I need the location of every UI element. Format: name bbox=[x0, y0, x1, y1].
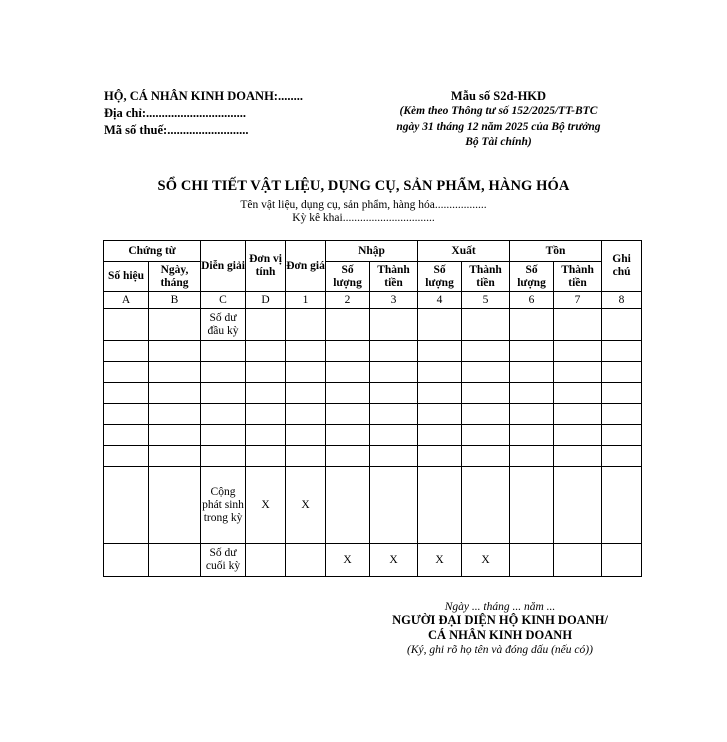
cell-nhap-so-luong[interactable] bbox=[326, 309, 370, 341]
cell-nhap-thanh-tien[interactable]: X bbox=[370, 544, 418, 577]
signature-note: (Ký, ghi rõ họ tên và đóng dấu (nếu có)) bbox=[407, 644, 593, 656]
cell-so-hieu[interactable] bbox=[104, 309, 149, 341]
cell-dien-giai[interactable]: Số dư đầu kỳ bbox=[201, 309, 246, 341]
table-row[interactable] bbox=[104, 309, 642, 341]
cell-ngay-thang[interactable] bbox=[149, 425, 201, 446]
cell-ngay-thang[interactable] bbox=[149, 309, 201, 341]
cell-don-gia[interactable] bbox=[286, 544, 326, 577]
cell-don-gia[interactable] bbox=[286, 404, 326, 425]
circular-line-3: Bộ Tài chính) bbox=[465, 136, 532, 148]
cell-ton-so-luong[interactable] bbox=[510, 383, 554, 404]
cell-ton-so-luong[interactable] bbox=[510, 362, 554, 383]
cell-don-gia[interactable] bbox=[286, 425, 326, 446]
table-row[interactable] bbox=[104, 404, 642, 425]
cell-ton-so-luong[interactable] bbox=[510, 309, 554, 341]
cell-don-gia[interactable] bbox=[286, 362, 326, 383]
table-group-header-row bbox=[104, 241, 642, 262]
th-dien-giai: Diễn giải bbox=[201, 241, 246, 292]
index-cell: 6 bbox=[510, 292, 554, 309]
cell-don-vi-tinh[interactable] bbox=[246, 362, 286, 383]
table-row[interactable] bbox=[104, 446, 642, 467]
cell-ghi-chu[interactable] bbox=[602, 309, 642, 341]
th-so-hieu: Số hiệu bbox=[104, 262, 149, 292]
cell-xuat-so-luong[interactable]: X bbox=[418, 544, 462, 577]
cell-ton-so-luong[interactable] bbox=[510, 341, 554, 362]
cell-nhap-so-luong[interactable] bbox=[326, 467, 370, 544]
cell-ngay-thang[interactable] bbox=[149, 341, 201, 362]
cell-xuat-thanh-tien[interactable]: X bbox=[462, 544, 510, 577]
form-number: Mẫu số S2đ-HKD bbox=[450, 89, 547, 103]
index-cell: A bbox=[104, 292, 149, 309]
cell-nhap-so-luong[interactable] bbox=[326, 446, 370, 467]
cell-don-gia[interactable] bbox=[286, 309, 326, 341]
cell-xuat-so-luong[interactable] bbox=[418, 467, 462, 544]
th-xuat-thanh-tien: Thành tiền bbox=[462, 262, 510, 292]
cell-nhap-thanh-tien[interactable] bbox=[370, 404, 418, 425]
cell-so-hieu[interactable] bbox=[104, 446, 149, 467]
cell-nhap-so-luong[interactable] bbox=[326, 383, 370, 404]
cell-ngay-thang[interactable] bbox=[149, 362, 201, 383]
table-index-row bbox=[104, 292, 642, 309]
cell-ton-thanh-tien[interactable] bbox=[554, 404, 602, 425]
cell-ghi-chu[interactable] bbox=[602, 383, 642, 404]
index-cell: 7 bbox=[554, 292, 602, 309]
index-cell: B bbox=[149, 292, 201, 309]
th-nhap: Nhập bbox=[326, 241, 418, 262]
cell-nhap-so-luong[interactable]: X bbox=[326, 544, 370, 577]
cell-don-vi-tinh[interactable] bbox=[246, 309, 286, 341]
th-chung-tu: Chứng từ bbox=[104, 241, 201, 262]
th-nhap-so-luong: Số lượng bbox=[326, 262, 370, 292]
cell-don-vi-tinh[interactable] bbox=[246, 404, 286, 425]
cell-ghi-chu[interactable] bbox=[602, 446, 642, 467]
cell-dien-giai[interactable] bbox=[201, 341, 246, 362]
th-ghi-chu: Ghi chú bbox=[602, 241, 642, 292]
index-cell: 4 bbox=[418, 292, 462, 309]
cell-so-hieu[interactable] bbox=[104, 467, 149, 544]
th-don-vi-tinh: Đơn vị tính bbox=[246, 241, 286, 292]
cell-ngay-thang[interactable] bbox=[149, 544, 201, 577]
cell-nhap-thanh-tien[interactable] bbox=[370, 309, 418, 341]
cell-dien-giai[interactable] bbox=[201, 446, 246, 467]
ledger-table-body bbox=[104, 309, 642, 577]
cell-so-hieu[interactable] bbox=[104, 383, 149, 404]
form-reference-block bbox=[371, 88, 626, 151]
cell-dien-giai[interactable]: Cộng phát sinh trong kỳ bbox=[201, 467, 246, 544]
cell-don-vi-tinh[interactable] bbox=[246, 341, 286, 362]
cell-xuat-so-luong[interactable] bbox=[418, 446, 462, 467]
cell-nhap-thanh-tien[interactable] bbox=[370, 446, 418, 467]
cell-nhap-thanh-tien[interactable] bbox=[370, 425, 418, 446]
cell-dien-giai[interactable] bbox=[201, 383, 246, 404]
cell-nhap-so-luong[interactable] bbox=[326, 425, 370, 446]
cell-ton-thanh-tien[interactable] bbox=[554, 309, 602, 341]
circular-line-1: (Kèm theo Thông tư số 152/2025/TT-BTC bbox=[399, 105, 598, 117]
cell-dien-giai[interactable] bbox=[201, 362, 246, 383]
cell-dien-giai[interactable] bbox=[201, 404, 246, 425]
cell-xuat-so-luong[interactable] bbox=[418, 404, 462, 425]
ledger-table bbox=[103, 240, 642, 577]
cell-xuat-thanh-tien[interactable] bbox=[462, 341, 510, 362]
cell-ghi-chu[interactable] bbox=[602, 362, 642, 383]
cell-ton-so-luong[interactable] bbox=[510, 446, 554, 467]
th-don-gia: Đơn giá bbox=[286, 241, 326, 292]
cell-xuat-so-luong[interactable] bbox=[418, 309, 462, 341]
cell-don-vi-tinh[interactable] bbox=[246, 544, 286, 577]
cell-don-gia[interactable] bbox=[286, 383, 326, 404]
cell-nhap-thanh-tien[interactable] bbox=[370, 467, 418, 544]
table-row[interactable] bbox=[104, 383, 642, 404]
cell-ton-thanh-tien[interactable] bbox=[554, 383, 602, 404]
cell-ton-thanh-tien[interactable] bbox=[554, 446, 602, 467]
signature-role-line-1: NGƯỜI ĐẠI DIỆN HỘ KINH DOANH/ bbox=[392, 613, 608, 627]
index-cell: 5 bbox=[462, 292, 510, 309]
cell-so-hieu[interactable] bbox=[104, 362, 149, 383]
cell-don-vi-tinh[interactable] bbox=[246, 446, 286, 467]
cell-ton-thanh-tien[interactable] bbox=[554, 341, 602, 362]
cell-don-vi-tinh[interactable] bbox=[246, 425, 286, 446]
cell-xuat-thanh-tien[interactable] bbox=[462, 404, 510, 425]
cell-xuat-thanh-tien[interactable] bbox=[462, 362, 510, 383]
document-header bbox=[0, 88, 727, 151]
index-cell: 1 bbox=[286, 292, 326, 309]
cell-ton-thanh-tien[interactable] bbox=[554, 467, 602, 544]
cell-ngay-thang[interactable] bbox=[149, 467, 201, 544]
table-sub-header-row bbox=[104, 262, 642, 292]
th-xuat-so-luong: Số lượng bbox=[418, 262, 462, 292]
cell-nhap-so-luong[interactable] bbox=[326, 404, 370, 425]
cell-nhap-so-luong[interactable] bbox=[326, 341, 370, 362]
th-nhap-thanh-tien: Thành tiền bbox=[370, 262, 418, 292]
signature-block bbox=[365, 601, 635, 656]
cell-ton-so-luong[interactable] bbox=[510, 425, 554, 446]
table-row[interactable] bbox=[104, 425, 642, 446]
declaration-period-line: Kỳ kê khai................................ bbox=[292, 212, 435, 224]
cell-don-gia[interactable] bbox=[286, 341, 326, 362]
signature-role-line-2: CÁ NHÂN KINH DOANH bbox=[427, 628, 573, 642]
table-row[interactable] bbox=[104, 341, 642, 362]
cell-ghi-chu[interactable] bbox=[602, 341, 642, 362]
cell-don-gia[interactable]: X bbox=[286, 467, 326, 544]
cell-so-hieu[interactable] bbox=[104, 425, 149, 446]
index-cell: D bbox=[246, 292, 286, 309]
cell-don-vi-tinh[interactable]: X bbox=[246, 467, 286, 544]
cell-so-hieu[interactable] bbox=[104, 341, 149, 362]
signature-date-line: Ngày ... tháng ... năm ... bbox=[444, 601, 556, 613]
cell-ton-so-luong[interactable] bbox=[510, 467, 554, 544]
cell-xuat-thanh-tien[interactable] bbox=[462, 446, 510, 467]
cell-so-hieu[interactable] bbox=[104, 544, 149, 577]
index-cell: 3 bbox=[370, 292, 418, 309]
cell-xuat-thanh-tien[interactable] bbox=[462, 467, 510, 544]
business-address-label: Địa chỉ:................................ bbox=[104, 106, 247, 120]
cell-nhap-so-luong[interactable] bbox=[326, 362, 370, 383]
cell-ghi-chu[interactable] bbox=[602, 425, 642, 446]
cell-so-hieu[interactable] bbox=[104, 404, 149, 425]
cell-dien-giai[interactable]: Số dư cuối kỳ bbox=[201, 544, 246, 577]
cell-nhap-thanh-tien[interactable] bbox=[370, 362, 418, 383]
cell-nhap-thanh-tien[interactable] bbox=[370, 383, 418, 404]
material-name-line: Tên vật liệu, dụng cụ, sản phẩm, hàng hóa.................. bbox=[240, 199, 487, 211]
cell-xuat-so-luong[interactable] bbox=[418, 383, 462, 404]
cell-xuat-so-luong[interactable] bbox=[418, 341, 462, 362]
business-info-block bbox=[104, 88, 303, 139]
th-ton-thanh-tien: Thành tiền bbox=[554, 262, 602, 292]
th-ngay-thang: Ngày, tháng bbox=[149, 262, 201, 292]
cell-xuat-thanh-tien[interactable] bbox=[462, 425, 510, 446]
cell-xuat-so-luong[interactable] bbox=[418, 425, 462, 446]
index-cell: C bbox=[201, 292, 246, 309]
cell-xuat-so-luong[interactable] bbox=[418, 362, 462, 383]
th-ton-so-luong: Số lượng bbox=[510, 262, 554, 292]
cell-ton-thanh-tien[interactable] bbox=[554, 362, 602, 383]
cell-ghi-chu[interactable] bbox=[602, 467, 642, 544]
cell-ghi-chu[interactable] bbox=[602, 544, 642, 577]
index-cell: 8 bbox=[602, 292, 642, 309]
cell-ngay-thang[interactable] bbox=[149, 404, 201, 425]
table-row[interactable] bbox=[104, 467, 642, 544]
circular-line-2: ngày 31 tháng 12 năm 2025 của Bộ trưởng bbox=[396, 120, 601, 133]
page-title: SỔ CHI TIẾT VẬT LIỆU, DỤNG CỤ, SẢN PHẨM, HÀNG HÓA bbox=[157, 178, 570, 194]
table-row[interactable] bbox=[104, 544, 642, 577]
index-cell: 2 bbox=[326, 292, 370, 309]
table-row[interactable] bbox=[104, 362, 642, 383]
cell-nhap-thanh-tien[interactable] bbox=[370, 341, 418, 362]
cell-ton-so-luong[interactable] bbox=[510, 404, 554, 425]
cell-ton-thanh-tien[interactable] bbox=[554, 544, 602, 577]
cell-ton-so-luong[interactable] bbox=[510, 544, 554, 577]
ledger-table-container bbox=[103, 240, 642, 577]
cell-ngay-thang[interactable] bbox=[149, 383, 201, 404]
cell-don-gia[interactable] bbox=[286, 446, 326, 467]
title-block bbox=[0, 178, 727, 224]
th-xuat: Xuất bbox=[418, 241, 510, 262]
business-name-label: HỘ, CÁ NHÂN KINH DOANH:........ bbox=[104, 89, 303, 103]
cell-ton-thanh-tien[interactable] bbox=[554, 425, 602, 446]
cell-ngay-thang[interactable] bbox=[149, 446, 201, 467]
cell-don-vi-tinh[interactable] bbox=[246, 383, 286, 404]
cell-dien-giai[interactable] bbox=[201, 425, 246, 446]
th-ton: Tồn bbox=[510, 241, 602, 262]
cell-xuat-thanh-tien[interactable] bbox=[462, 309, 510, 341]
cell-xuat-thanh-tien[interactable] bbox=[462, 383, 510, 404]
business-tax-code-label: Mã số thuế:.......................... bbox=[104, 123, 249, 137]
cell-ghi-chu[interactable] bbox=[602, 404, 642, 425]
